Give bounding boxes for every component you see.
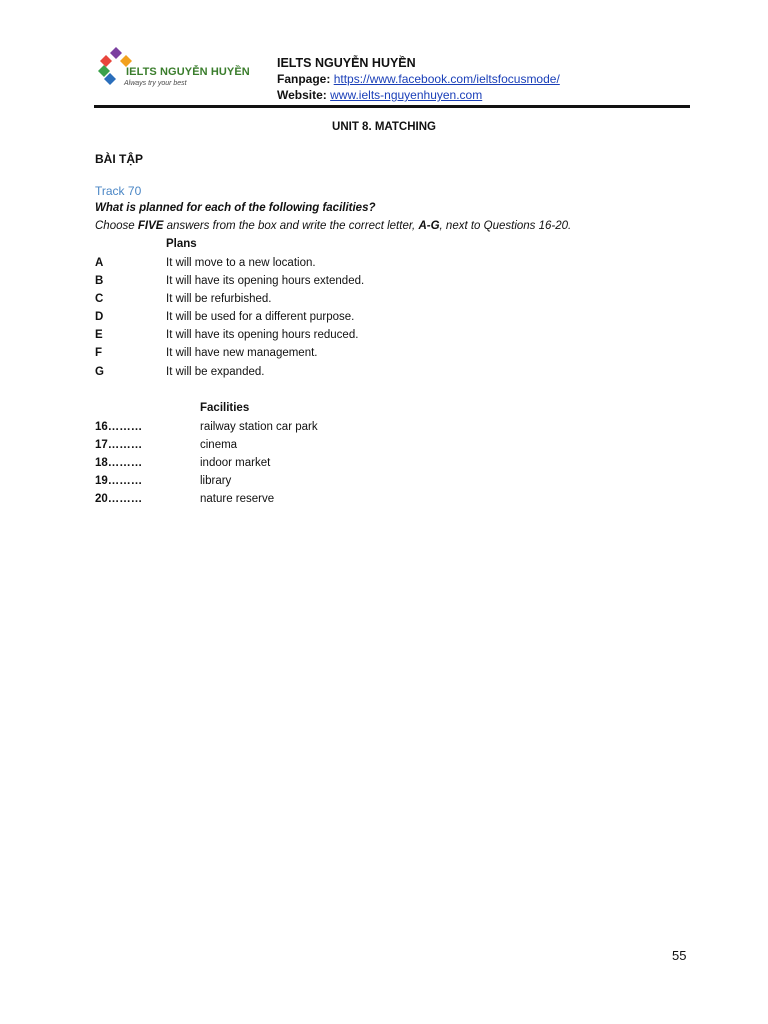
section-title: BÀI TẬP: [95, 152, 143, 166]
website-link[interactable]: www.ielts-nguyenhuyen.com: [330, 88, 483, 102]
question-text: What is planned for each of the following facilities?: [95, 202, 376, 214]
instruction-part: , next to Questions 16-20.: [439, 220, 572, 232]
header-info: [277, 55, 560, 103]
plan-item: [95, 257, 595, 275]
header-divider: [94, 105, 690, 108]
facility-item: [95, 439, 595, 457]
plan-text: It will have its opening hours reduced.: [166, 329, 359, 341]
plans-heading: Plans: [166, 238, 197, 250]
facilities-heading: Facilities: [200, 402, 250, 414]
facility-text: library: [200, 475, 232, 487]
plan-text: It will move to a new location.: [166, 257, 316, 269]
question-number: 20………: [95, 493, 143, 505]
instruction-part: answers from the box and write the correct letter,: [163, 220, 419, 232]
header-title: IELTS NGUYỄN HUYỀN: [277, 56, 416, 70]
facility-text: cinema: [200, 439, 238, 451]
plan-item: [95, 293, 595, 311]
facility-item: [95, 457, 595, 475]
plan-item: [95, 347, 595, 365]
plan-letter: B: [95, 275, 104, 287]
instruction-bold: A-G: [418, 220, 440, 232]
plan-text: It will have new management.: [166, 347, 318, 359]
unit-title: UNIT 8. MATCHING: [332, 121, 436, 133]
instruction-part: Choose: [95, 220, 138, 232]
facility-item: [95, 475, 595, 493]
fanpage-link[interactable]: https://www.facebook.com/ieltsfocusmode/: [333, 72, 560, 86]
website-label: Website:: [277, 88, 327, 102]
plan-item: [95, 275, 595, 293]
plan-letter: D: [95, 311, 104, 323]
instruction-bold: FIVE: [137, 220, 164, 232]
plan-letter: G: [95, 366, 104, 378]
plan-text: It will be expanded.: [166, 366, 265, 378]
question-number: 16………: [95, 421, 143, 433]
facility-item: [95, 421, 595, 439]
plan-item: [95, 329, 595, 347]
facility-item: [95, 493, 595, 511]
facility-text: indoor market: [200, 457, 271, 469]
question-number: 19………: [95, 475, 143, 487]
plan-text: It will have its opening hours extended.: [166, 275, 365, 287]
plan-letter: A: [95, 257, 104, 269]
plan-item: [95, 366, 595, 384]
plan-letter: C: [95, 293, 104, 305]
plan-letter: F: [95, 347, 103, 359]
page-number: 55: [672, 948, 687, 963]
question-number: 17………: [95, 439, 143, 451]
fanpage-line: [277, 71, 560, 87]
logo-tagline: Always try your best: [124, 80, 187, 87]
track-label: Track 70: [95, 184, 142, 198]
facility-text: railway station car park: [200, 421, 318, 433]
plan-letter: E: [95, 329, 103, 341]
facility-text: nature reserve: [200, 493, 275, 505]
plan-text: It will be used for a different purpose.: [166, 311, 355, 323]
question-number: 18………: [95, 457, 143, 469]
page-header: [0, 0, 768, 110]
fanpage-label: Fanpage:: [277, 72, 331, 86]
website-line: [277, 87, 560, 103]
instruction-text: [95, 220, 571, 232]
plan-item: [95, 311, 595, 329]
plan-text: It will be refurbished.: [166, 293, 272, 305]
logo-text: IELTS NGUYỄN HUYỀN: [126, 66, 250, 78]
